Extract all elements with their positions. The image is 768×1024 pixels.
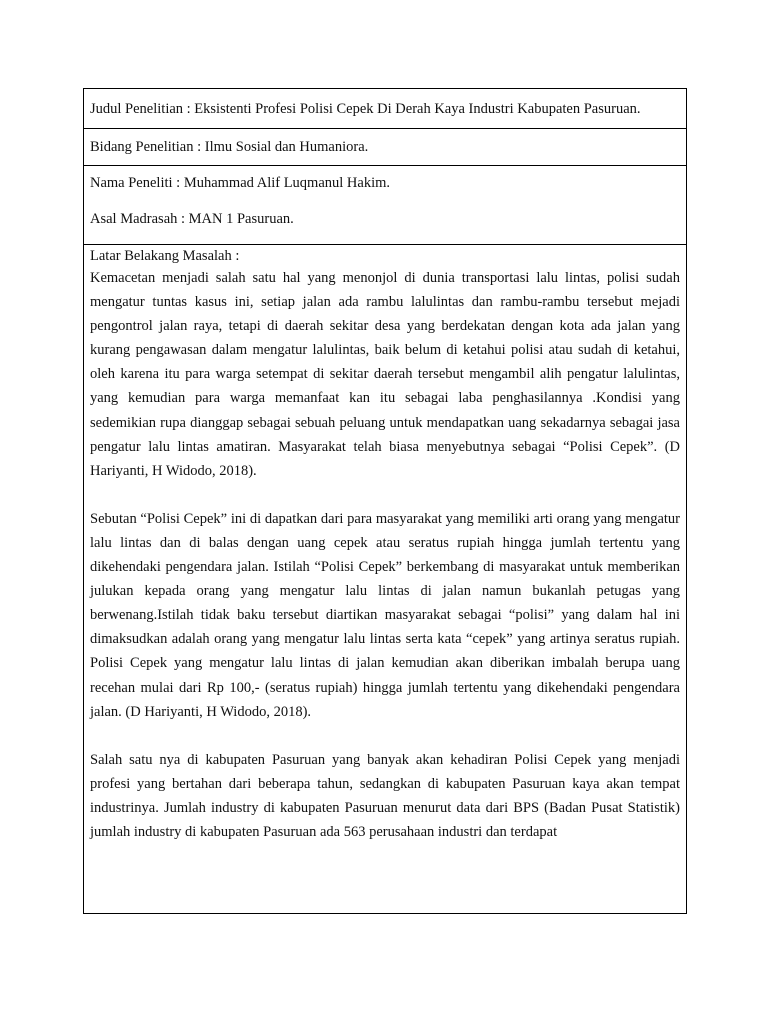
judul-row [84,89,686,129]
bidang-text: Bidang Penelitian : Ilmu Sosial dan Humaniora. [90,139,369,155]
paragraph-2: Sebutan “Polisi Cepek” ini di dapatkan dari para masyarakat yang memiliki arti orang yang mengatur lalu lintas dan di balas dengan uang cepek atau seratus rupiah hingga jumlah tertentu yang dikehendaki pengendara jalan. Istilah “Polisi Cepek” berkembang di masyarakat untuk memberikan julukan kepada orang yang mengatur lalu lintas di jalan namun bukanlah petugas yang berwenang.Istilah tidak baku tersebut diartikan masyarakat sebagai “polisi” yang dalam hal ini dimaksudkan adalah orang yang mengatur lalu lintas serta kata “cepek” yang artinya seratus rupiah. Polisi Cepek yang mengatur lalu lintas di jalan kemudian akan diberikan imbalah berupa uang recehan mulai dari Rp 100,- (seratus rupiah) hingga jumlah tertentu yang dikehendaki pengendara jalan. (D Hariyanti, H Widodo, 2018). [90,510,680,720]
latar-belakang-title: Latar Belakang Masalah : [90,248,240,264]
research-proposal-table [83,88,687,914]
judul-text: Judul Penelitian : Eksistenti Profesi Polisi Cepek Di Derah Kaya Industri Kabupaten Pasuruan. [90,100,641,117]
bidang-row [84,129,686,166]
latar-belakang-row [84,246,686,913]
paragraph-3: Salah satu nya di kabupaten Pasuruan yang banyak akan kehadiran Polisi Cepek yang menjadi profesi yang bertahan dari beberapa tahun, sedangkan di kabupaten Pasuruan kaya akan tempat industrinya. Jumlah industry di kabupaten Pasuruan menurut data dari BPS (Badan Pusat Statistik) jumlah industry di kabupaten Pasuruan ada 563 perusahaan industri dan terdapat [90,751,680,840]
nama-text: Nama Peneliti : Muhammad Alif Luqmanul Hakim. [90,175,391,191]
paragraph-1: Kemacetan menjadi salah satu hal yang menonjol di dunia transportasi lalu lintas, polisi sudah mengatur tuntas kasus ini, setiap jalan ada rambu lalulintas dan rambu-rambu tersebut mejadi pengontrol jalan raya, tetapi di daerah sekitar desa yang berdekatan dengan kota ada jalan yang kurang pengawasan dalam mengatur lalulintas, baik belum di ketahui polisi atau sudah di ketahui, oleh karena itu para warga setempat di sekitar daerah tersebut mengambil alih pengatur lalulintas, yang kemudian para warga memanfaat kan itu sebagai laba penghasilannya .Kondisi yang sedemikian rupa dianggap sebagai sebuah peluang untuk mendapatkan uang sekadarnya sebagai jasa pengatur lalu lintas amatiran. Masyarakat telah biasa menyebutnya sebagai “Polisi Cepek”. (D Hariyanti, H Widodo, 2018). [90,270,680,479]
asal-text: Asal Madrasah : MAN 1 Pasuruan. [90,211,294,227]
peneliti-row [84,173,686,245]
